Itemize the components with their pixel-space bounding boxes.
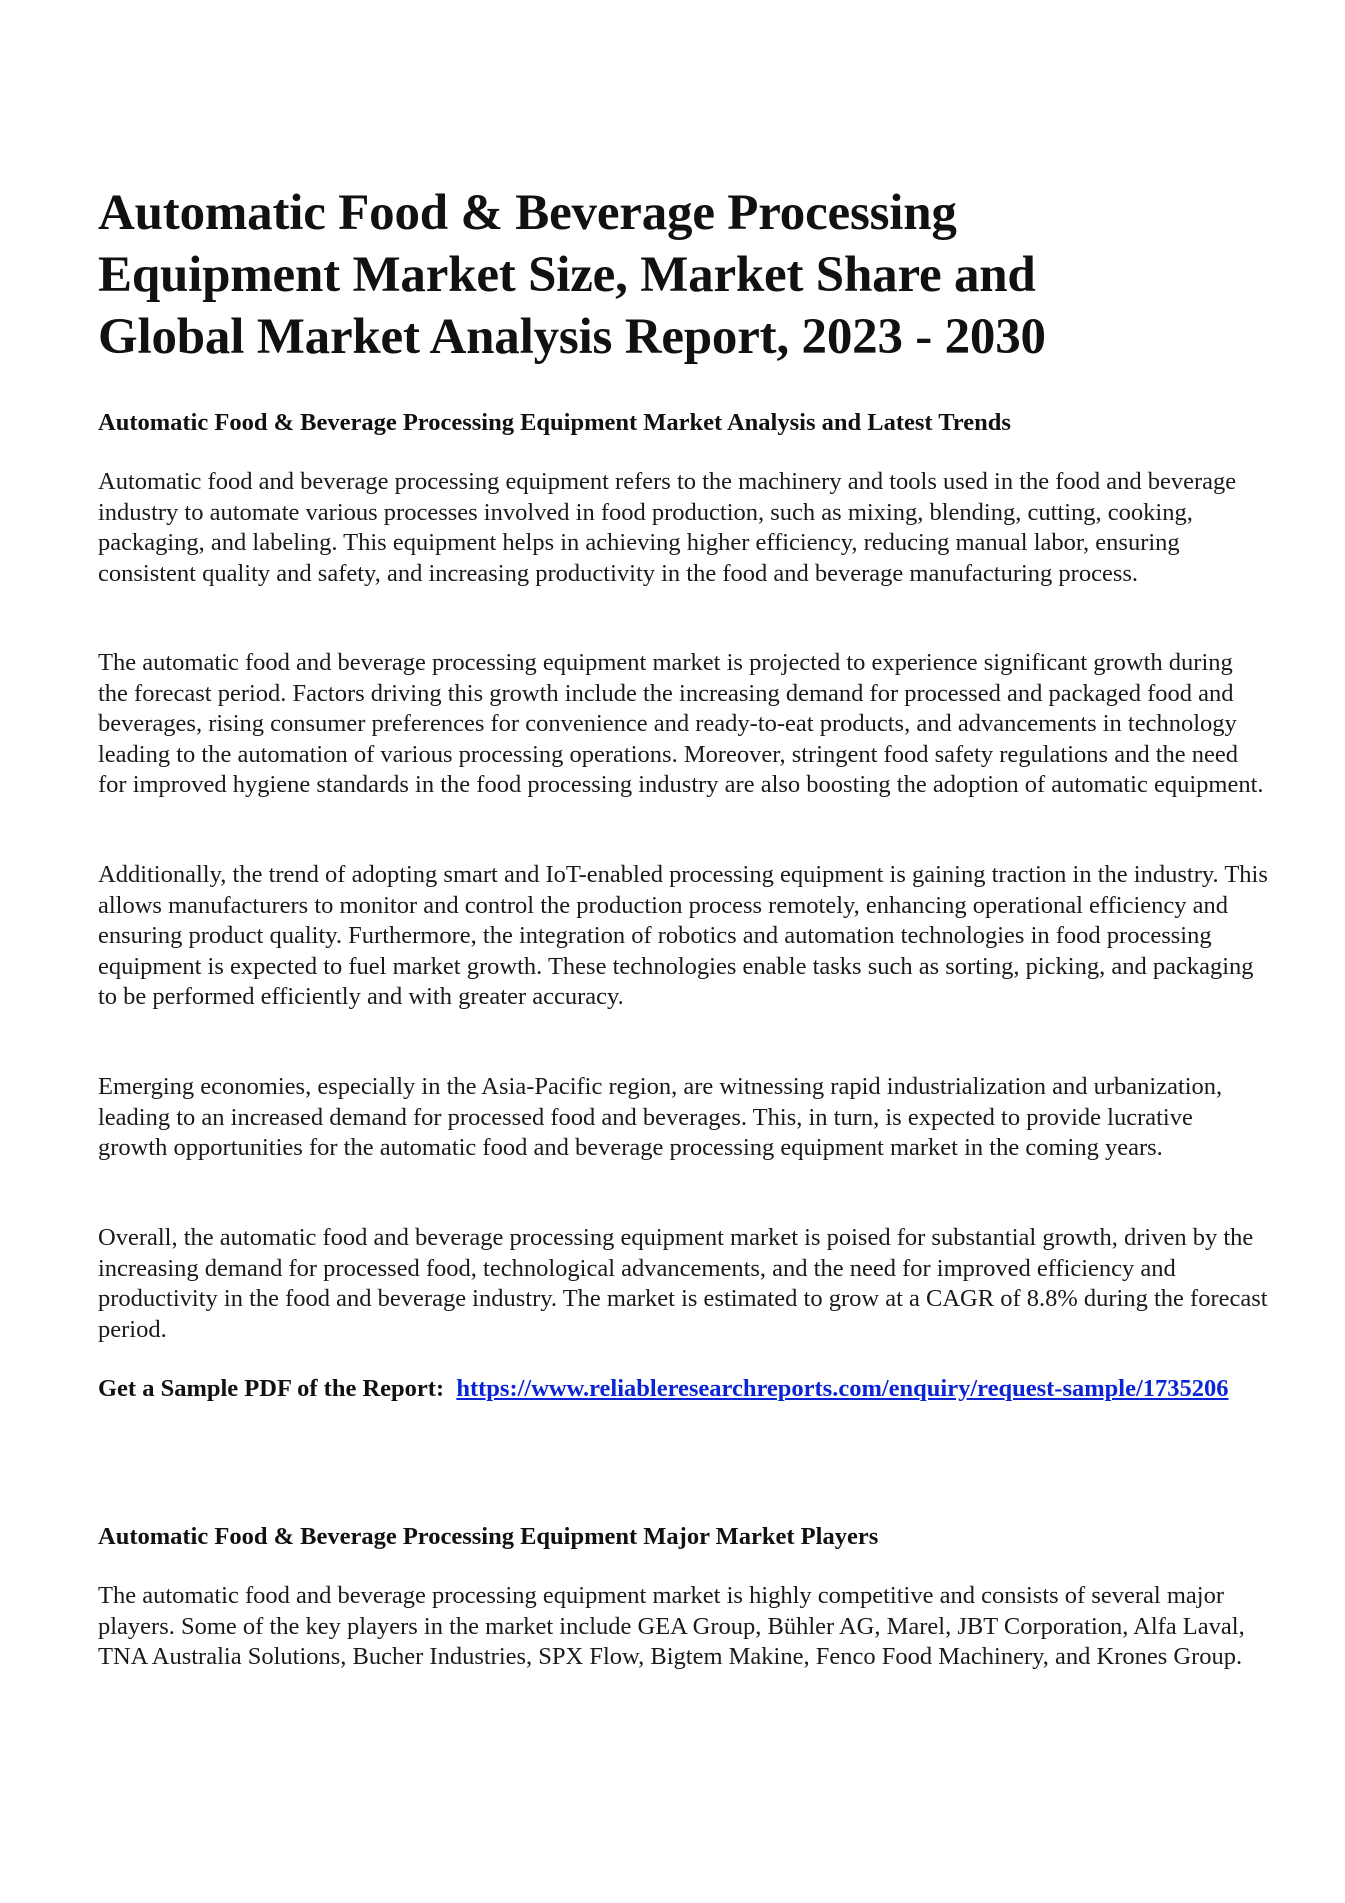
title-line-3: Global Market Analysis Report, 2023 - 2030 [98, 309, 1046, 365]
sample-pdf-line [98, 1374, 1229, 1405]
title-line-1: Automatic Food & Beverage Processing [98, 185, 957, 241]
paragraph-growth-drivers: The automatic food and beverage processing equipment market is projected to experience significant growth during the forecast period. Factors driving this growth include the increasing demand for processed and packaged food and beverages, rising consumer preferences for convenience and ready-to-eat products, and advancements in technology leading to the automation of various processing operations. Moreover, stringent food safety regulations and the need for improved hygiene standards in the food processing industry are also boosting the adoption of automatic equipment. [98, 649, 1264, 798]
paragraph-emerging-economies: Emerging economies, especially in the Asia-Pacific region, are witnessing rapid industrialization and urbanization, leading to an increased demand for processed food and beverages. This, in turn, is expected to provide lucrative growth opportunities for the automatic food and beverage processing equipment market in the coming years. [98, 1073, 1223, 1161]
title-line-2: Equipment Market Size, Market Share and [98, 247, 1036, 303]
sample-pdf-link[interactable]: https://www.reliableresearchreports.com/enquiry/request-sample/1735206 [456, 1375, 1229, 1402]
sample-pdf-label: Get a Sample PDF of the Report: [98, 1375, 445, 1402]
section-heading-trends: Automatic Food & Beverage Processing Equipment Market Analysis and Latest Trends [98, 409, 1011, 436]
paragraph-iot-trend: Additionally, the trend of adopting smart and IoT-enabled processing equipment is gaining traction in the industry. This allows manufacturers to monitor and control the production process remotely, enhancing operational efficiency and ensuring product quality. Furthermore, the integration of robotics and automation technologies in food processing equipment is expected to fuel market growth. These technologies enable tasks such as sorting, picking, and packaging to be performed efficiently and with greater accuracy. [98, 861, 1268, 1010]
paragraph-overall-cagr: Overall, the automatic food and beverage processing equipment market is poised for substantial growth, driven by the increasing demand for processed food, technological advancements, and the need for improved efficiency and productivity in the food and beverage industry. The market is estimated to grow at a CAGR of 8.8% during the forecast period. [98, 1224, 1268, 1343]
paragraph-market-players: The automatic food and beverage processing equipment market is highly competitive and consists of several major players. Some of the key players in the market include GEA Group, Bühler AG, Marel, JBT Corporation, Alfa Laval, TNA Australia Solutions, Bucher Industries, SPX Flow, Bigtem Makine, Fenco Food Machinery, and Krones Group. [98, 1582, 1245, 1670]
document-title [98, 182, 1268, 368]
section-heading-players: Automatic Food & Beverage Processing Equipment Major Market Players [98, 1523, 879, 1550]
paragraph-definition: Automatic food and beverage processing equipment refers to the machinery and tools used in the food and beverage industry to automate various processes involved in food production, such as mixing, blending, cutting, cooking, packaging, and labeling. This equipment helps in achieving higher efficiency, reducing manual labor, ensuring consistent quality and safety, and increasing productivity in the food and beverage manufacturing process. [98, 468, 1237, 587]
document-page [98, 182, 1268, 1670]
